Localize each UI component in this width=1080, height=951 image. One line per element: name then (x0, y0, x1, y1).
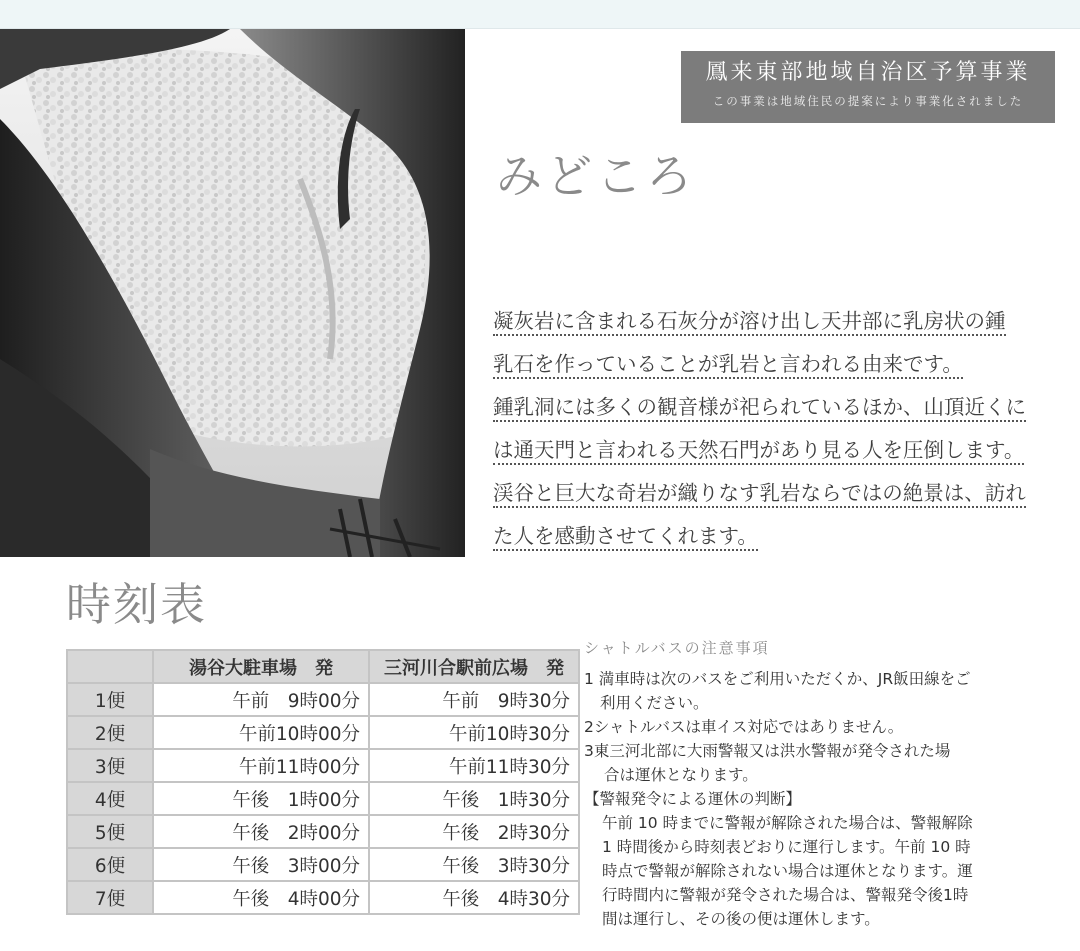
badge-title: 鳳来東部地域自治区予算事業 (705, 60, 1031, 85)
trip-number: 7便 (67, 881, 153, 914)
header-blank (67, 650, 153, 683)
judgement-line: 間は運行し、その後の便は運休します。 (602, 910, 880, 928)
departure-kawai: 午後 3時30分 (369, 848, 579, 881)
trip-number: 5便 (67, 815, 153, 848)
departure-kawai: 午前 9時30分 (369, 683, 579, 716)
timetable-header-row (67, 650, 579, 683)
departure-kawai: 午後 1時30分 (369, 782, 579, 815)
table-row (67, 716, 579, 749)
departure-yuya: 午前10時00分 (153, 716, 369, 749)
note-item-2: 2シャトルバスは車イス対応ではありません。 (584, 718, 904, 736)
table-row (67, 749, 579, 782)
departure-kawai: 午前10時30分 (369, 716, 579, 749)
trip-number: 1便 (67, 683, 153, 716)
description-line: 凝灰岩に含まれる石灰分が溶け出し天井部に乳房状の鍾 (493, 300, 1053, 343)
table-row (67, 881, 579, 914)
note-item-1: 1 満車時は次のバスをご利用いただくか、JR飯田線をご (584, 670, 971, 688)
budget-badge (681, 51, 1055, 123)
table-row (67, 815, 579, 848)
trip-number: 6便 (67, 848, 153, 881)
header-mikawa-kawai: 三河川合駅前広場 発 (369, 650, 579, 683)
judgement-title: 【警報発令による運休の判断】 (584, 790, 802, 808)
description-line: 鍾乳洞には多くの観音様が祀られているほか、山頂近くに (493, 386, 1053, 429)
description-line: は通天門と言われる天然石門があり見る人を圧倒します。 (493, 429, 1053, 472)
timetable (66, 649, 580, 915)
highlights-heading: みどころ (496, 149, 696, 203)
highlights-description (493, 300, 1053, 558)
description-line: た人を感動させてくれます。 (493, 515, 1053, 558)
badge-subtitle: この事業は地域住民の提案により事業化されました (712, 94, 1024, 108)
departure-kawai: 午後 4時30分 (369, 881, 579, 914)
departure-yuya: 午前11時00分 (153, 749, 369, 782)
departure-yuya: 午後 1時00分 (153, 782, 369, 815)
table-row (67, 848, 579, 881)
gorge-photo (0, 29, 465, 557)
trip-number: 4便 (67, 782, 153, 815)
notes-title: シャトルバスの注意事項 (584, 639, 770, 657)
description-line: 渓谷と巨大な奇岩が織りなす乳岩ならではの絶景は、訪れ (493, 472, 1053, 515)
table-row (67, 683, 579, 716)
timetable-heading: 時刻表 (66, 578, 208, 631)
departure-yuya: 午後 4時00分 (153, 881, 369, 914)
judgement-line: 時点で警報が解除されない場合は運休となります。運 (602, 862, 973, 880)
judgement-line: 午前 10 時までに警報が解除された場合は、警報解除 (602, 814, 973, 832)
note-item-3: 3東三河北部に大雨警報又は洪水警報が発令された場 (584, 742, 951, 760)
departure-yuya: 午後 3時00分 (153, 848, 369, 881)
note-item-1-cont: 利用ください。 (600, 694, 709, 712)
departure-kawai: 午前11時30分 (369, 749, 579, 782)
header-yuya-parking: 湯谷大駐車場 発 (153, 650, 369, 683)
departure-kawai: 午後 2時30分 (369, 815, 579, 848)
table-row (67, 782, 579, 815)
departure-yuya: 午後 2時00分 (153, 815, 369, 848)
top-bar (0, 0, 1080, 29)
shuttle-notes (584, 637, 1064, 931)
description-line: 乳石を作っていることが乳岩と言われる由来です。 (493, 343, 1053, 386)
judgement-line: 行時間内に警報が発令された場合は、警報発令後1時 (602, 886, 969, 904)
judgement-line: 1 時間後から時刻表どおりに運行します。午前 10 時 (602, 838, 971, 856)
note-item-3-cont: 合は運休となります。 (604, 766, 758, 784)
departure-yuya: 午前 9時00分 (153, 683, 369, 716)
trip-number: 2便 (67, 716, 153, 749)
trip-number: 3便 (67, 749, 153, 782)
